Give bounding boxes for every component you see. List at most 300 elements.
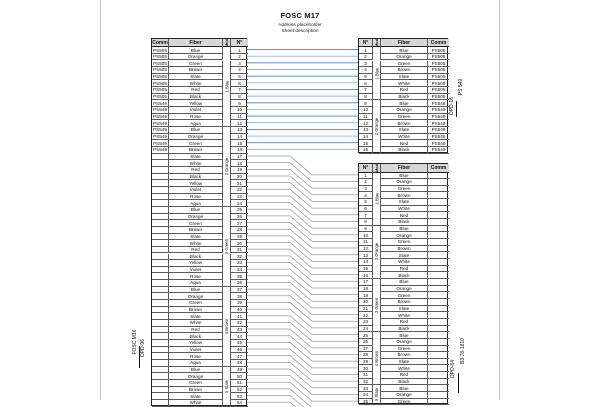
cell-comm [152,200,169,207]
cell-comm: PS549 [152,114,169,121]
cell-comm: PS505 [428,61,449,68]
cell-fiber: Blue [169,367,223,374]
cell-n: 28 [359,352,373,359]
cell-comm [428,372,449,379]
cell-fiber: Blue [381,385,428,392]
cell-comm: PS549 [152,147,169,154]
cell-fiber: Orange [169,214,223,221]
cell-n: 32 [231,254,248,261]
cell-fiber: Blue [381,173,428,180]
cell-fiber: Brown [169,147,223,154]
cell-fiber: Slate [381,252,428,259]
cell-comm: PS549 [428,120,449,127]
cell-n: 7 [359,87,373,94]
cell-n: 45 [231,340,248,347]
cell-fiber: Brown [381,67,428,74]
cell-n: 26 [231,214,248,221]
cell-n: 15 [359,140,373,147]
cell-fiber: Rose [169,194,223,201]
annotation-right-top-cable: PS 549 [457,78,464,96]
cell-fiber: Black [381,326,428,333]
cell-n: 22 [359,312,373,319]
cell-n: 7 [359,212,373,219]
cell-comm: PS505 [152,54,169,61]
cell-n: 34 [231,267,248,274]
cell-comm [428,385,449,392]
cell-n: 19 [231,167,248,174]
cell-fiber: Aqua [169,360,223,367]
cell-n: 6 [231,80,248,87]
cell-comm [428,173,449,180]
cell-n: 9 [359,226,373,233]
annotation-bracket [139,346,140,368]
cell-n: 8 [231,94,248,101]
cell-n: 14 [359,134,373,141]
cell-comm [152,240,169,247]
cell-n: 2 [359,54,373,61]
cell-comm [152,373,169,380]
cell-n: 8 [359,94,373,101]
cell-comm [152,180,169,187]
cell-n: 20 [359,299,373,306]
cell-fiber: Green [381,399,428,406]
cell-fiber: Orange [381,54,428,61]
cell-n: 13 [231,127,248,134]
tube-group-label: 1 Blue [223,47,231,127]
cell-fiber: White [169,80,223,87]
cell-fiber: Green [381,61,428,68]
fiber-connection-line [247,196,358,215]
cell-comm [428,272,449,279]
fiber-connection-line [247,216,358,235]
cell-comm: PS549 [428,134,449,141]
cell-comm [152,254,169,261]
cell-n: 6 [359,80,373,87]
cell-comm [152,287,169,294]
cell-fiber: Green [381,186,428,193]
fiber-connection-line [247,276,358,295]
cell-comm [428,186,449,193]
cell-n: 24 [231,200,248,207]
cell-n: 30 [231,240,248,247]
column-header-comm: Comm [428,164,449,173]
cell-comm [152,214,169,221]
cell-n: 8 [359,219,373,226]
cell-comm: PS549 [428,127,449,134]
fiber-connection-line [247,282,358,301]
cell-fiber: Black [169,94,223,101]
cell-comm [428,246,449,253]
annotation-right-top-panel: DPD-16 [448,97,455,115]
cell-comm: PS505 [428,74,449,81]
column-header-n: N° [359,164,373,173]
cell-n: 43 [231,327,248,334]
cell-fiber: Slate [381,127,428,134]
cell-comm: PS505 [152,47,169,54]
cell-fiber: Black [169,254,223,261]
cell-fiber: Red [381,266,428,273]
cell-comm [428,286,449,293]
cell-comm [428,259,449,266]
cell-comm [428,379,449,386]
cell-comm: PS505 [152,67,169,74]
cell-comm [152,167,169,174]
cell-n: 31 [359,372,373,379]
cell-n: 31 [231,247,248,254]
fiber-connection-line [247,362,358,381]
cell-n: 47 [231,353,248,360]
cell-n: 33 [359,385,373,392]
cell-comm [428,212,449,219]
cell-fiber: Yellow [169,340,223,347]
cell-n: 51 [231,380,248,387]
fiber-connection-line [247,349,358,368]
cell-n: 37 [231,287,248,294]
cell-n: 35 [359,399,373,406]
cell-n: 39 [231,300,248,307]
cell-comm [152,174,169,181]
cell-n: 20 [231,174,248,181]
cell-n: 27 [231,220,248,227]
cell-n: 23 [359,319,373,326]
cell-fiber: Orange [169,293,223,300]
cell-comm [152,360,169,367]
annotation-bracket [458,373,459,393]
cell-n: 18 [231,160,248,167]
cell-comm [152,220,169,227]
cell-n: 5 [231,74,248,81]
cell-n: 24 [359,326,373,333]
cell-comm: PS549 [428,147,449,154]
cell-fiber: Blue [169,207,223,214]
column-header-n: N° [359,39,373,47]
cell-fiber: Slate [381,359,428,366]
cell-n: 29 [231,234,248,241]
fiber-connection-line [247,289,358,308]
cell-fiber: Blue [381,332,428,339]
cell-n: 10 [359,232,373,239]
column-header-n: N° [231,39,248,47]
cell-comm [152,400,169,407]
column-header-fiber: Fiber [169,39,223,47]
cell-comm [428,306,449,313]
cell-fiber: White [381,312,428,319]
cell-fiber: Orange [381,286,428,293]
fiber-connection-line [247,309,358,328]
cell-fiber: Blue [381,279,428,286]
cell-n: 18 [359,286,373,293]
cell-fiber: Red [169,327,223,334]
cell-n: 16 [359,272,373,279]
cell-n: 41 [231,313,248,320]
fiber-connection-line [247,382,358,401]
cell-n: 10 [359,107,373,114]
cell-fiber: Orange [381,179,428,186]
annotation-left-panel: DPD-96 [139,339,146,357]
cell-comm: PS549 [152,120,169,127]
cell-comm [152,234,169,241]
cell-fiber: Rose [169,114,223,121]
cell-comm [428,299,449,306]
cell-fiber: Blue [169,47,223,54]
cell-n: 28 [231,227,248,234]
cell-fiber: Orange [381,107,428,114]
cell-fiber: White [381,134,428,141]
cell-fiber: Red [381,372,428,379]
cell-n: 4 [359,192,373,199]
cell-n: 1 [359,173,373,180]
fiber-connection-line [247,302,358,321]
cell-fiber: Blue [381,47,428,54]
cell-fiber: Violet [169,187,223,194]
cell-n: 26 [359,339,373,346]
cell-fiber: Orange [381,232,428,239]
cell-comm: PS549 [152,107,169,114]
cell-n: 50 [231,373,248,380]
cell-comm [152,260,169,267]
cell-comm [152,347,169,354]
fiber-connection-line [247,316,358,335]
cell-fiber: Black [169,333,223,340]
cell-n: 52 [231,387,248,394]
cell-comm [152,380,169,387]
cell-n: 2 [359,179,373,186]
fiber-connection-line [247,223,358,242]
cell-n: 54 [231,400,248,407]
cell-n: 46 [231,347,248,354]
cell-comm: PS505 [152,80,169,87]
column-header-mod: Mod [373,39,381,47]
cell-n: 3 [231,61,248,68]
cell-n: 13 [359,127,373,134]
tube-group-label: 4 Brown [373,332,381,385]
cell-fiber: Brown [169,67,223,74]
column-header-comm: Comm [152,39,168,46]
cell-fiber: Aqua [169,120,223,127]
cell-comm [428,365,449,372]
title-block [100,11,500,34]
cell-n: 22 [231,187,248,194]
cell-n: 5 [359,74,373,81]
description-line: Sheet description [281,29,319,34]
cell-n: 23 [231,194,248,201]
cell-fiber: Red [381,212,428,219]
cell-comm [428,399,449,406]
cell-fiber: Red [169,167,223,174]
cell-fiber: Brown [169,227,223,234]
cell-comm: PS505 [152,61,169,68]
cell-fiber: Yellow [169,100,223,107]
fiber-connection-line [247,169,358,188]
cell-n: 38 [231,293,248,300]
cell-fiber: Slate [169,74,223,81]
cell-n: 14 [231,134,248,141]
cell-comm [152,154,169,161]
cell-comm [428,346,449,353]
cell-fiber: Green [169,300,223,307]
cell-fiber: White [169,160,223,167]
cell-fiber: Red [381,319,428,326]
cell-fiber: White [169,320,223,327]
cell-fiber: Green [381,114,428,121]
cell-n: 4 [231,67,248,74]
cell-comm [152,273,169,280]
fiber-connection-line [247,322,358,341]
cell-fiber: Black [381,94,428,101]
fiber-connection-line [247,376,358,395]
cell-fiber: Slate [169,313,223,320]
cell-fiber: White [381,206,428,213]
tube-group-label: 2 Orange [373,100,381,153]
cell-fiber: Black [169,174,223,181]
cell-n: 15 [359,266,373,273]
cell-n: 16 [359,147,373,154]
cell-fiber: Violet [169,267,223,274]
cell-n: 32 [359,379,373,386]
splice-table-left [151,38,247,406]
fiber-connection-line [247,389,358,407]
tube-group-label: 2 Orange [373,226,381,279]
cell-fiber: Yellow [169,260,223,267]
tube-group-label: 5 Slate [373,385,381,405]
cell-n: 29 [359,359,373,366]
cell-n: 1 [231,47,248,54]
cell-comm: PS505 [152,94,169,101]
cell-n: 25 [231,207,248,214]
annotation-right-bottom-panel: DPO-64 [449,359,456,379]
cell-n: 42 [231,320,248,327]
column-header-mod: Mod [373,164,381,173]
cell-fiber: Slate [381,306,428,313]
cell-comm [152,313,169,320]
cell-fiber: Blue [381,226,428,233]
cell-n: 5 [359,199,373,206]
cell-fiber: Aqua [169,200,223,207]
cell-comm [152,367,169,374]
cell-comm [152,340,169,347]
cell-n: 48 [231,360,248,367]
column-header-mod: Mod [223,39,231,47]
cell-n: 34 [359,392,373,399]
cell-n: 2 [231,54,248,61]
cell-comm [152,247,169,254]
cell-comm: PS505 [152,74,169,81]
cell-n: 11 [231,114,248,121]
cell-comm [428,339,449,346]
tube-group-label: 4 Brown [223,287,231,367]
cell-n: 10 [231,107,248,114]
cell-comm: PS549 [428,107,449,114]
tube-group-label: 2 Orange [223,127,231,207]
cell-fiber: Brown [381,192,428,199]
fiber-connection-line [247,236,358,255]
cell-n: 7 [231,87,248,94]
column-header-fiber: Fiber [381,164,428,173]
fiber-connection-line [247,402,358,407]
cell-comm [152,320,169,327]
fiber-connection-line [247,342,358,361]
cell-fiber: Green [169,140,223,147]
fiber-connection-line [247,256,358,275]
cell-comm: PS505 [428,94,449,101]
cell-n: 40 [231,307,248,314]
address-line: Address placeholder [278,22,322,28]
fiber-connection-line [247,336,358,355]
cell-fiber: Orange [169,373,223,380]
cell-n: 11 [359,114,373,121]
cell-comm [152,307,169,314]
cell-fiber: Red [169,87,223,94]
splice-table-right-top [358,38,448,153]
cell-comm: PS549 [428,100,449,107]
cell-fiber: Orange [169,54,223,61]
cell-fiber: Black [381,272,428,279]
cell-n: 25 [359,332,373,339]
cell-fiber: Slate [381,199,428,206]
cell-fiber: Violet [169,347,223,354]
fiber-connection-line [247,163,358,182]
cell-comm: PS505 [428,80,449,87]
page-right-border [499,0,500,400]
column-header-comm: Comm [428,39,449,47]
cell-comm: PS549 [428,140,449,147]
fiber-connection-line [247,356,358,375]
cell-n: 35 [231,273,248,280]
fiber-connection-line [247,176,358,195]
cell-n: 4 [359,67,373,74]
fiber-connection-line [247,203,358,222]
cell-comm [152,267,169,274]
page-left-border [100,0,101,400]
cell-fiber: Violet [169,107,223,114]
cell-fiber: Brown [381,299,428,306]
cell-comm [152,187,169,194]
cell-comm [152,387,169,394]
splice-table-right-bottom [358,163,448,404]
fiber-connection-line [247,209,358,228]
fiber-connection-line [247,396,358,407]
cell-n: 13 [359,252,373,259]
cell-fiber: Green [381,292,428,299]
fiber-connection-line [247,183,358,202]
cell-comm [428,266,449,273]
cell-comm: PS505 [428,54,449,61]
cell-fiber: Blue [169,127,223,134]
cell-fiber: Rose [169,353,223,360]
cell-n: 30 [359,365,373,372]
fiber-connection-line [247,249,358,268]
cell-fiber: Green [169,380,223,387]
cell-comm [152,333,169,340]
cell-comm [152,393,169,400]
cell-fiber: Brown [381,246,428,253]
cell-fiber: Black [381,147,428,154]
cell-comm [428,326,449,333]
cell-comm [152,300,169,307]
cell-n: 49 [231,367,248,374]
cell-fiber: Brown [169,387,223,394]
cell-comm [428,239,449,246]
cell-comm [152,280,169,287]
cell-comm [428,192,449,199]
tube-group-label: 3 Green [373,279,381,332]
tube-group-label: 5 Slate [223,367,231,407]
cell-comm [152,353,169,360]
annotation-left-cable: FOSC M16 [131,329,138,355]
cell-comm: PS549 [152,140,169,147]
cell-n: 21 [359,306,373,313]
cell-n: 19 [359,292,373,299]
